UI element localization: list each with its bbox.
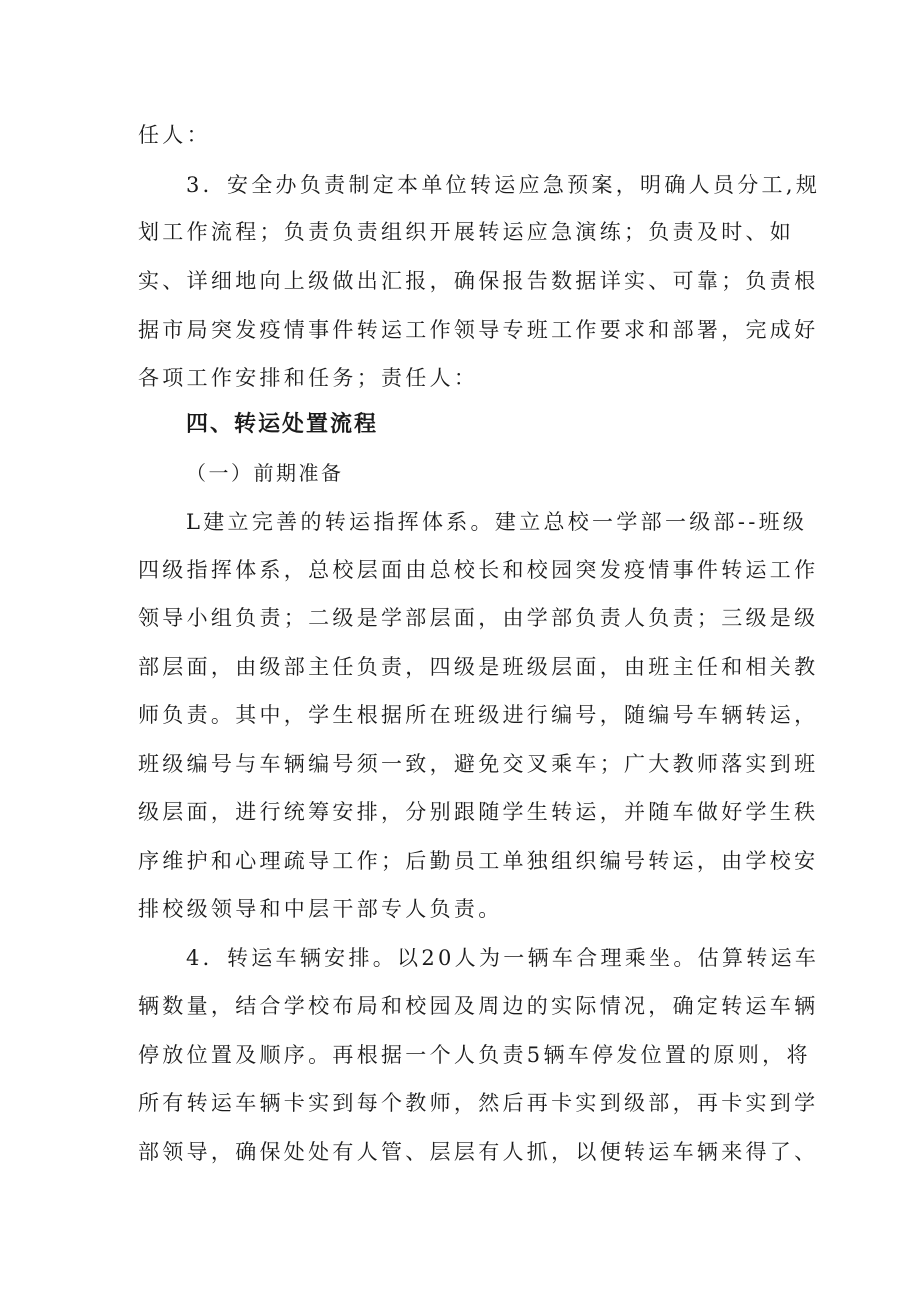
- paragraph-line: 停放位置及顺序。再根据一个人负责5辆车停发位置的原则，将: [138, 1043, 811, 1067]
- paragraph-line: 级层面，进行统筹安排，分别跟随学生转运，并随车做好学生秩: [138, 800, 819, 824]
- paragraph-line: 领导小组负责；二级是学部层面，由学部负责人负责；三级是级: [138, 606, 819, 630]
- paragraph-line: 部领导，确保处处有人管、层层有人抓，以便转运车辆来得了、: [138, 1140, 819, 1164]
- paragraph-line: 序维护和心理疏导工作；后勤员工单独组织编号转运，由学校安: [138, 849, 819, 873]
- section-heading: 四、转运处置流程: [186, 412, 379, 437]
- paragraph-line: 3．安全办负责制定本单位转运应急预案，明确人员分工,规: [186, 173, 821, 197]
- paragraph-line: 各项工作安排和任务；责任人：: [138, 366, 479, 390]
- paragraph-line: 部层面，由级部主任负责，四级是班级层面，由班主任和相关教: [138, 655, 819, 679]
- paragraph-line: 划工作流程；负责负责组织开展转运应急演练；负责及时、如: [138, 220, 795, 244]
- paragraph-line: 四级指挥体系，总校层面由总校长和校园突发疫情事件转运工作: [138, 558, 819, 582]
- paragraph-line: 排校级领导和中层干部专人负责。: [138, 897, 503, 921]
- paragraph-line: 实、详细地向上级做出汇报，确保报告数据详实、可靠；负责根: [138, 269, 819, 293]
- subsection-heading: （一）前期准备: [186, 461, 344, 485]
- paragraph-line: 据市局突发疫情事件转运工作领导专班工作要求和部署，完成好: [138, 318, 819, 342]
- paragraph-line: 4．转运车辆安排。以20人为一辆车合理乘坐。估算转运车: [186, 946, 820, 970]
- paragraph-line: L建立完善的转运指挥体系。建立总校一学部一级部--班级: [186, 510, 808, 534]
- paragraph-line: 班级编号与车辆编号须一致，避免交叉乘车；广大教师落实到班: [138, 752, 819, 776]
- paragraph-line: 任人：: [138, 123, 211, 147]
- paragraph-line: 师负责。其中，学生根据所在班级进行编号，随编号车辆转运，: [138, 703, 819, 727]
- paragraph-line: 所有转运车辆卡实到每个教师，然后再卡实到级部，再卡实到学: [138, 1091, 819, 1115]
- paragraph-line: 辆数量，结合学校布局和校园及周边的实际情况，确定转运车辆: [138, 994, 819, 1018]
